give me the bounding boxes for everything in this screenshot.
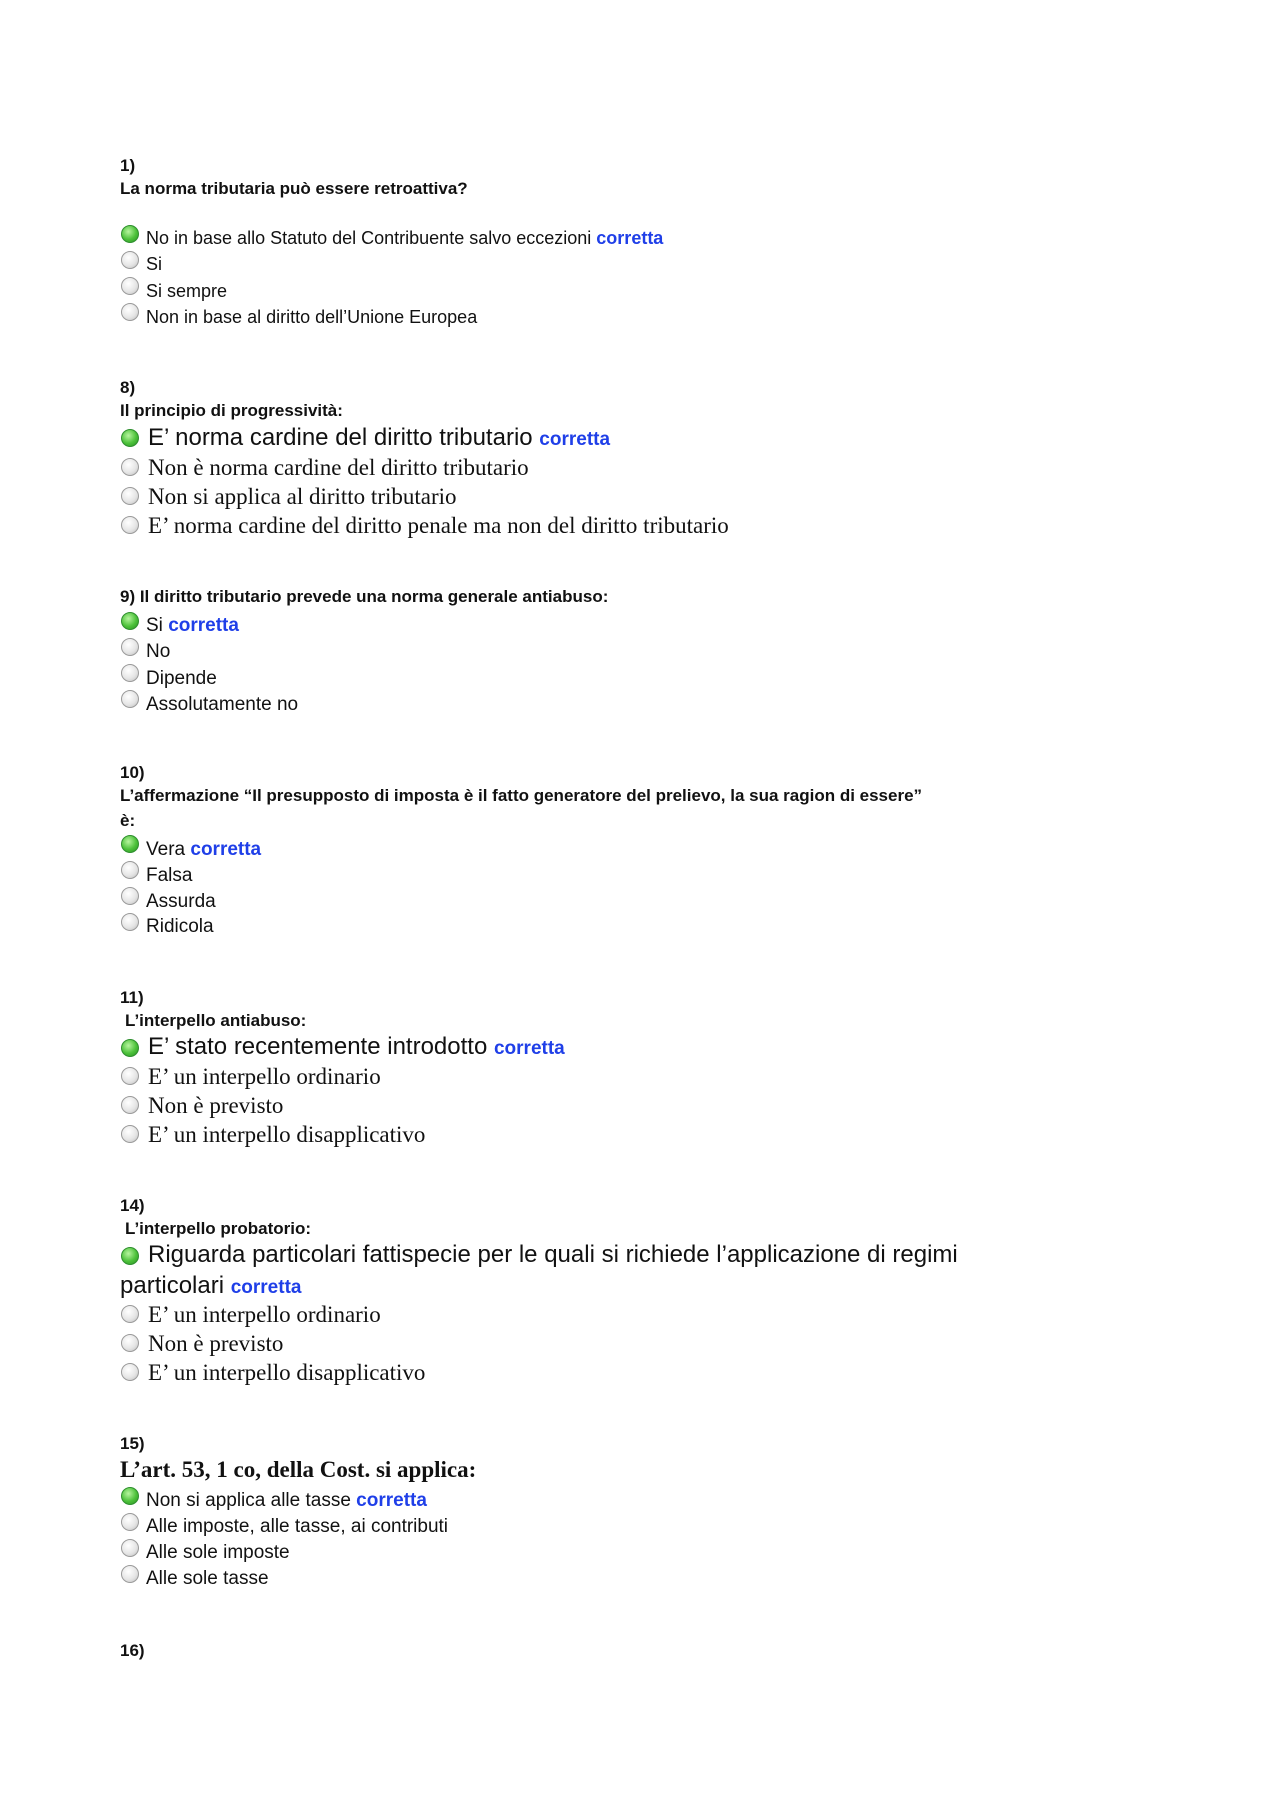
radio-selected-icon [121, 1247, 139, 1265]
radio-empty-icon [121, 1565, 139, 1583]
answer-option: Assurda [146, 891, 216, 912]
radio-empty-icon [121, 516, 139, 534]
radio-selected-icon [121, 835, 139, 853]
answer-option: Non si applica alle tasse corretta [146, 1490, 427, 1511]
question-number: 11) [120, 988, 144, 1007]
question-number: 10) [120, 763, 145, 782]
answer-option: No in base allo Statuto del Contribuente salvo eccezioni corretta [146, 228, 664, 248]
radio-empty-icon [121, 664, 139, 682]
answer-option: Non in base al diritto dell’Unione Europea [146, 307, 478, 327]
correct-label: corretta [493, 1038, 565, 1059]
radio-empty-icon [121, 1305, 139, 1323]
answer-option: Vera corretta [146, 839, 262, 860]
radio-selected-icon [121, 429, 139, 447]
radio-empty-icon [121, 638, 139, 656]
radio-empty-icon [121, 861, 139, 879]
radio-empty-icon [121, 690, 139, 708]
radio-empty-icon [121, 1539, 139, 1557]
question-text: L’affermazione “Il presupposto di imposta è il fatto generatore del prelievo, la sua ragion di essere” [120, 786, 923, 805]
radio-selected-icon [121, 225, 139, 243]
answer-option: Dipende [146, 668, 217, 689]
correct-label: corretta [356, 1490, 427, 1511]
answer-option: Ridicola [146, 916, 214, 937]
radio-empty-icon [121, 303, 139, 321]
answer-option: E’ un interpello disapplicativo [148, 1360, 426, 1385]
radio-empty-icon [121, 913, 139, 931]
radio-empty-icon [121, 887, 139, 905]
answer-option: Assolutamente no [146, 694, 299, 715]
answer-option: E’ norma cardine del diritto penale ma non del diritto tributario [148, 513, 729, 538]
radio-empty-icon [121, 1334, 139, 1352]
question-text: L’interpello antiabuso: [125, 1011, 307, 1030]
answer-option: E’ un interpello ordinario [148, 1302, 381, 1327]
answer-option: Non è previsto [148, 1093, 284, 1118]
radio-empty-icon [121, 1125, 139, 1143]
question-number: 15) [120, 1434, 145, 1453]
question-text: è: [120, 811, 136, 830]
radio-empty-icon [121, 487, 139, 505]
question-number: 16) [120, 1641, 145, 1660]
answer-option-continuation: particolari corretta [120, 1272, 302, 1299]
question-text: L’art. 53, 1 co, della Cost. si applica: [120, 1457, 477, 1482]
question-text: La norma tributaria può essere retroattiva? [120, 179, 468, 198]
radio-empty-icon [121, 1067, 139, 1085]
answer-option: No [146, 641, 171, 662]
correct-label: corretta [539, 429, 611, 450]
radio-selected-icon [121, 1487, 139, 1505]
radio-empty-icon [121, 1513, 139, 1531]
answer-option: Alle sole tasse [146, 1568, 269, 1589]
answer-option: Non è previsto [148, 1331, 284, 1356]
answer-option: Si [146, 254, 163, 274]
correct-label: corretta [230, 1277, 302, 1298]
radio-empty-icon [121, 251, 139, 269]
answer-option: Riguarda particolari fattispecie per le quali si richiede l’applicazione di regimi [148, 1241, 958, 1268]
correct-label: corretta [168, 615, 239, 636]
answer-option: Non si applica al diritto tributario [148, 484, 457, 509]
answer-option: Falsa [146, 865, 193, 886]
radio-empty-icon [121, 1096, 139, 1114]
question-text: 9) Il diritto tributario prevede una norma generale antiabuso: [120, 587, 609, 606]
answer-option: Si corretta [146, 615, 239, 636]
answer-option: Non è norma cardine del diritto tributario [148, 455, 529, 480]
radio-empty-icon [121, 277, 139, 295]
radio-empty-icon [121, 458, 139, 476]
question-number: 14) [120, 1196, 145, 1215]
correct-label: corretta [596, 228, 664, 248]
answer-option: E’ un interpello ordinario [148, 1064, 381, 1089]
answer-option: Alle imposte, alle tasse, ai contributi [146, 1516, 449, 1537]
answer-option: E’ un interpello disapplicativo [148, 1122, 426, 1147]
radio-selected-icon [121, 612, 139, 630]
radio-selected-icon [121, 1039, 139, 1057]
question-text: L’interpello probatorio: [125, 1219, 312, 1238]
answer-option: E’ stato recentemente introdotto corretta [148, 1033, 565, 1060]
question-number: 8) [120, 378, 136, 397]
question-text: Il principio di progressività: [120, 401, 343, 420]
answer-option: Alle sole imposte [146, 1542, 290, 1563]
answer-option: Si sempre [146, 281, 228, 301]
correct-label: corretta [190, 839, 262, 860]
radio-empty-icon [121, 1363, 139, 1381]
answer-option: E’ norma cardine del diritto tributario corretta [148, 424, 611, 451]
question-number: 1) [120, 156, 136, 175]
